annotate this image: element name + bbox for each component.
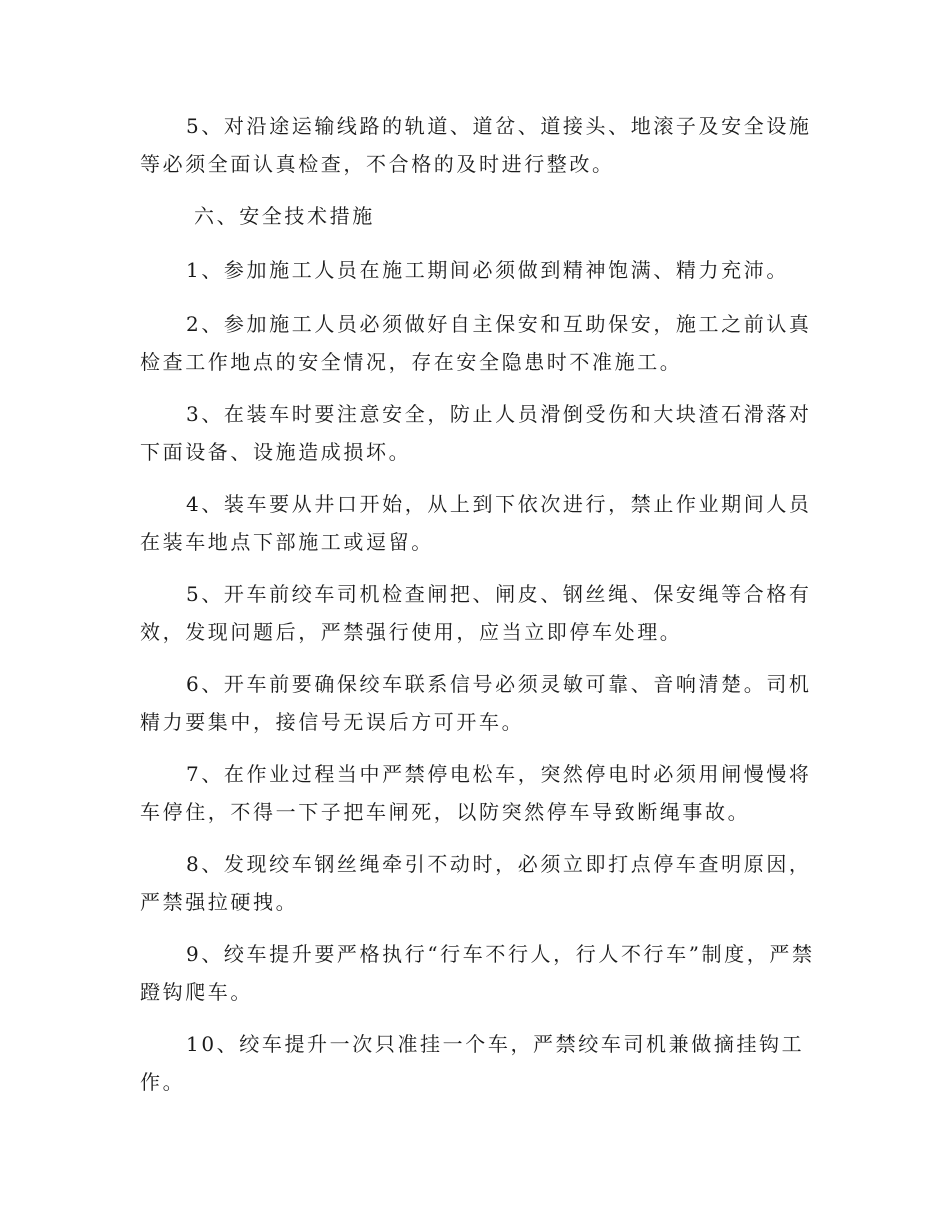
section-heading-safety-measures: 六、安全技术措施: [194, 204, 375, 228]
paragraph-item-7: 7、在作业过程当中严禁停电松车，突然停电时必须用闸慢慢将车停住，不得一下子把车闸死，以防突然停车导致断绳事故。: [140, 762, 812, 824]
paragraph-item-1: 1、参加施工人员在施工期间必须做到精神饱满、精力充沛。: [186, 258, 789, 282]
paragraph-item-9: 9、绞车提升要严格执行“行车不行人，行人不行车”制度，严禁蹬钩爬车。: [140, 942, 815, 1004]
paragraph-item-2: 2、参加施工人员必须做好自主保安和互助保安，施工之前认真检查工作地点的安全情况，存在安全隐患时不准施工。: [140, 312, 812, 374]
paragraph-item-5: 5、开车前绞车司机检查闸把、闸皮、钢丝绳、保安绳等合格有效，发现问题后，严禁强行使用，应当立即停车处理。: [140, 582, 812, 644]
paragraph-item-5-route-inspection: 5、对沿途运输线路的轨道、道岔、道接头、地滚子及安全设施等必须全面认真检查，不合格的及时进行整改。: [140, 114, 812, 176]
paragraph-item-6: 6、开车前要确保绞车联系信号必须灵敏可靠、音响清楚。司机精力要集中，接信号无误后方可开车。: [140, 672, 812, 734]
paragraph-item-8: 8、发现绞车钢丝绳牵引不动时，必须立即打点停车查明原因，严禁强拉硬拽。: [140, 852, 812, 914]
paragraph-item-10: 10、绞车提升一次只准挂一个车，严禁绞车司机兼做摘挂钩工作。: [140, 1032, 805, 1094]
paragraph-item-4: 4、装车要从井口开始，从上到下依次进行，禁止作业期间人员在装车地点下部施工或逗留。: [140, 492, 812, 554]
paragraph-item-3: 3、在装车时要注意安全，防止人员滑倒受伤和大块渣石滑落对下面设备、设施造成损坏。: [140, 402, 812, 464]
